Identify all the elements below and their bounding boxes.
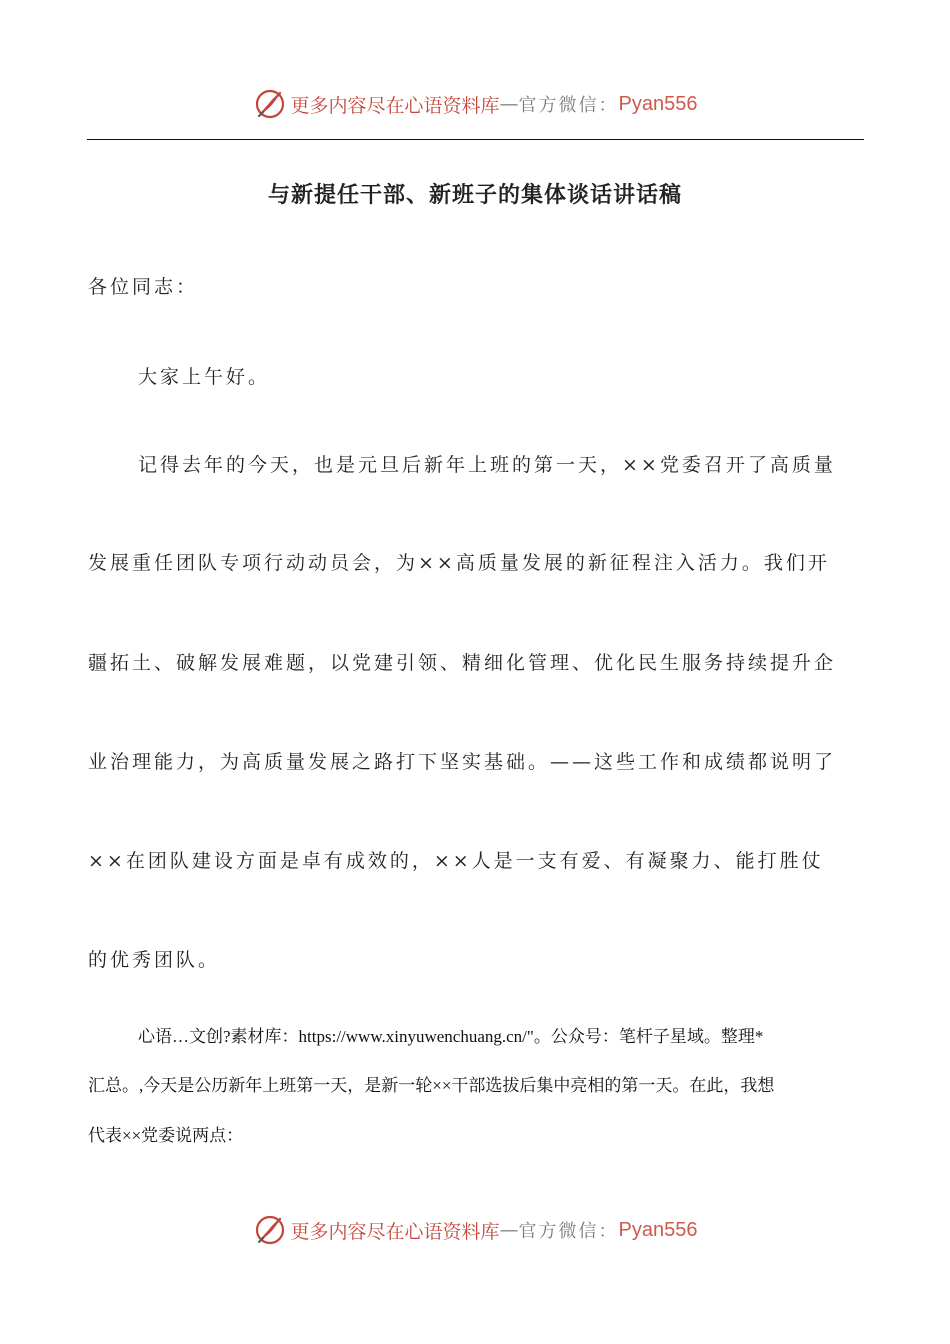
banner-wechat-id: Pyan556 (618, 1218, 698, 1241)
quill-logo-icon (253, 1213, 287, 1247)
greeting: 大家上午好。 (138, 366, 271, 388)
paragraph-line: 的优秀团队。 (88, 949, 221, 971)
banner-dash: — (499, 93, 519, 115)
banner-wechat-label: 官方微信： (518, 95, 619, 116)
header-divider (87, 139, 864, 140)
quill-logo-icon (253, 87, 287, 121)
paragraph-line: 疆拓土、破解发展难题，以党建引领、精细化管理、优化民生服务持续提升企 (88, 652, 837, 674)
paragraph-line: 发展重任团队专项行动动员会，为××高质量发展的新征程注入活力。我们开 (88, 552, 830, 574)
header-banner (0, 82, 950, 126)
paragraph-line: 业治理能力，为高质量发展之路打下坚实基础。——这些工作和成绩都说明了 (88, 751, 837, 773)
banner-promo-text: 更多内容尽在心语资料库 (290, 94, 500, 117)
banner-wechat-id: Pyan556 (618, 92, 698, 115)
paragraph-line: 记得去年的今天，也是元旦后新年上班的第一天，××党委召开了高质量 (138, 454, 836, 476)
banner-dash: — (499, 1219, 519, 1241)
document-title: 与新提任干部、新班子的集体谈话讲话稿 (267, 183, 682, 208)
banner-promo-text: 更多内容尽在心语资料库 (290, 1220, 500, 1243)
paragraph-line: 代表××党委说两点： (88, 1126, 244, 1145)
paragraph-line: 心语…文创?素材库：https://www.xinyuwenchuang.cn/"。公众号：笔杆子星域。整理* (138, 1027, 764, 1046)
paragraph-line: ××在团队建设方面是卓有成效的，××人是一支有爱、有凝聚力、能打胜仗 (88, 850, 824, 872)
banner-wechat-label: 官方微信： (518, 1221, 619, 1242)
footer-banner (0, 1208, 950, 1252)
paragraph-line: 汇总。,今天是公历新年上班第一天，是新一轮××干部选拔后集中亮相的第一天。在此，我想 (88, 1076, 775, 1095)
salutation: 各位同志： (88, 276, 199, 298)
